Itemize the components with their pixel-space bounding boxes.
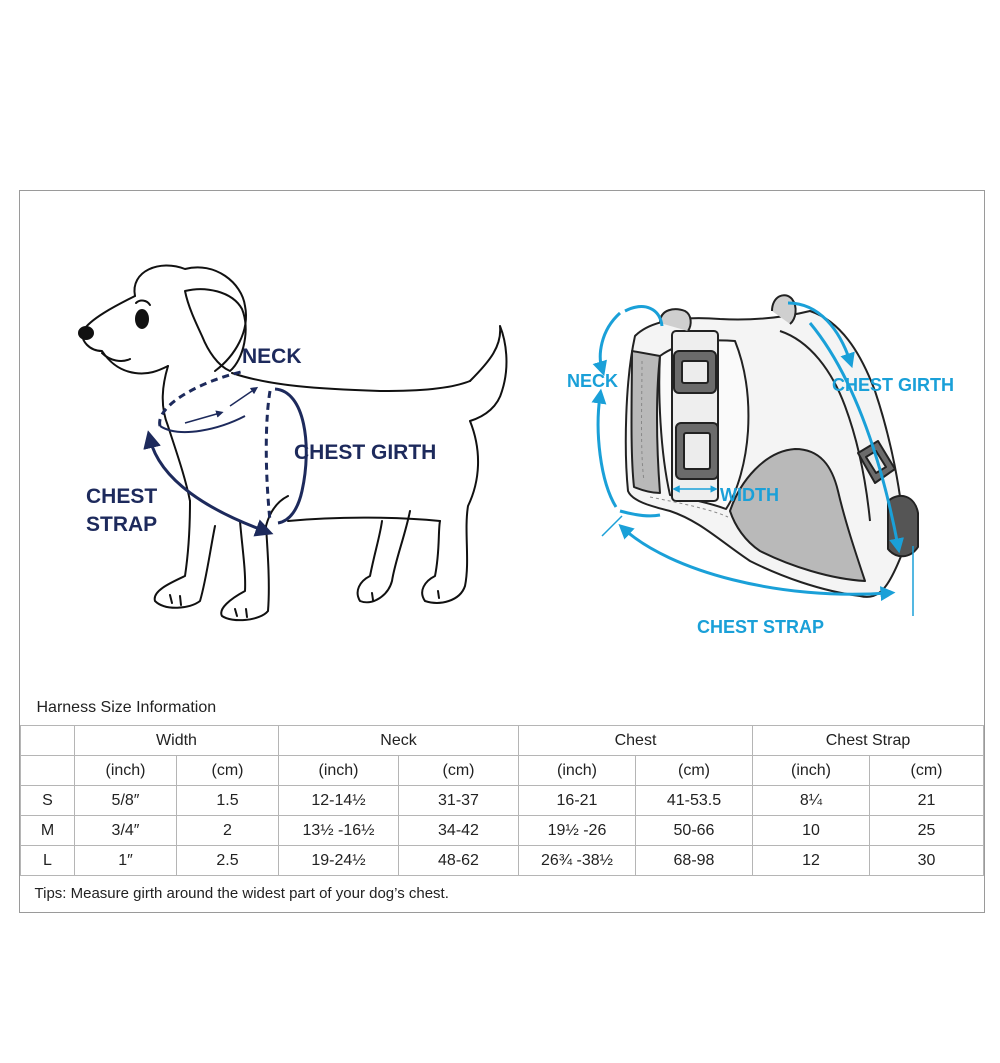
table-cell: 5/8″ [75, 786, 177, 816]
harness-label-chest-strap: CHEST STRAP [697, 617, 825, 637]
table-cell: 13½ -16½ [279, 816, 399, 846]
table-cell: 34-42 [399, 816, 519, 846]
table-cell: 19-24½ [279, 846, 399, 876]
measurement-figure [20, 191, 986, 691]
table-cell: 30 [870, 846, 984, 876]
table-cell: 68-98 [636, 846, 753, 876]
unit-header-row [21, 756, 984, 786]
size-unit-cell [21, 756, 75, 786]
unit-header: (inch) [75, 756, 177, 786]
size-cell: S [21, 786, 75, 816]
unit-header: (cm) [399, 756, 519, 786]
table-cell: 26¾ -38½ [519, 846, 636, 876]
table-row [21, 846, 984, 876]
table-cell: 2 [177, 816, 279, 846]
dog-label-chest-strap-line2: STRAP [86, 513, 158, 536]
size-cell: M [21, 816, 75, 846]
table-caption: Harness Size Information [21, 691, 984, 726]
unit-header: (inch) [519, 756, 636, 786]
table-cell: 50-66 [636, 816, 753, 846]
table-cell: 12 [753, 846, 870, 876]
group-header-width: Width [75, 726, 279, 756]
dog-label-chest-strap-line1: CHEST [86, 485, 158, 508]
size-header-cell [21, 726, 75, 756]
dog-label-neck: NECK [242, 345, 302, 368]
unit-header: (cm) [636, 756, 753, 786]
group-header-row [21, 726, 984, 756]
unit-header: (inch) [753, 756, 870, 786]
harness-label-chest-girth: CHEST GIRTH [832, 375, 955, 395]
table-row [21, 786, 984, 816]
table-cell: 19½ -26 [519, 816, 636, 846]
dog-drawing [79, 265, 506, 620]
unit-header: (cm) [177, 756, 279, 786]
table-cell: 1″ [75, 846, 177, 876]
table-row [21, 816, 984, 846]
harness-label-neck: NECK [567, 371, 619, 391]
size-chart-frame [19, 190, 985, 913]
table-cell: 41-53.5 [636, 786, 753, 816]
dog-measurement-lines [150, 371, 306, 531]
size-cell: L [21, 846, 75, 876]
group-header-chest-strap: Chest Strap [753, 726, 984, 756]
dog-label-chest-girth: CHEST GIRTH [294, 441, 437, 464]
unit-header: (inch) [279, 756, 399, 786]
table-cell: 48-62 [399, 846, 519, 876]
harness-label-width: WIDTH [720, 485, 779, 505]
table-cell: 2.5 [177, 846, 279, 876]
table-cell: 10 [753, 816, 870, 846]
size-table [20, 691, 984, 910]
table-cell: 21 [870, 786, 984, 816]
table-cell: 3/4″ [75, 816, 177, 846]
table-cell: 8¼ [753, 786, 870, 816]
table-cell: 1.5 [177, 786, 279, 816]
table-cell: 12-14½ [279, 786, 399, 816]
table-cell: 31-37 [399, 786, 519, 816]
measurement-illustration [20, 191, 986, 691]
group-header-chest: Chest [519, 726, 753, 756]
table-cell: 25 [870, 816, 984, 846]
tips-text: Tips: Measure girth around the widest part of your dog’s chest. [21, 876, 984, 911]
table-cell: 16-21 [519, 786, 636, 816]
unit-header: (cm) [870, 756, 984, 786]
group-header-neck: Neck [279, 726, 519, 756]
